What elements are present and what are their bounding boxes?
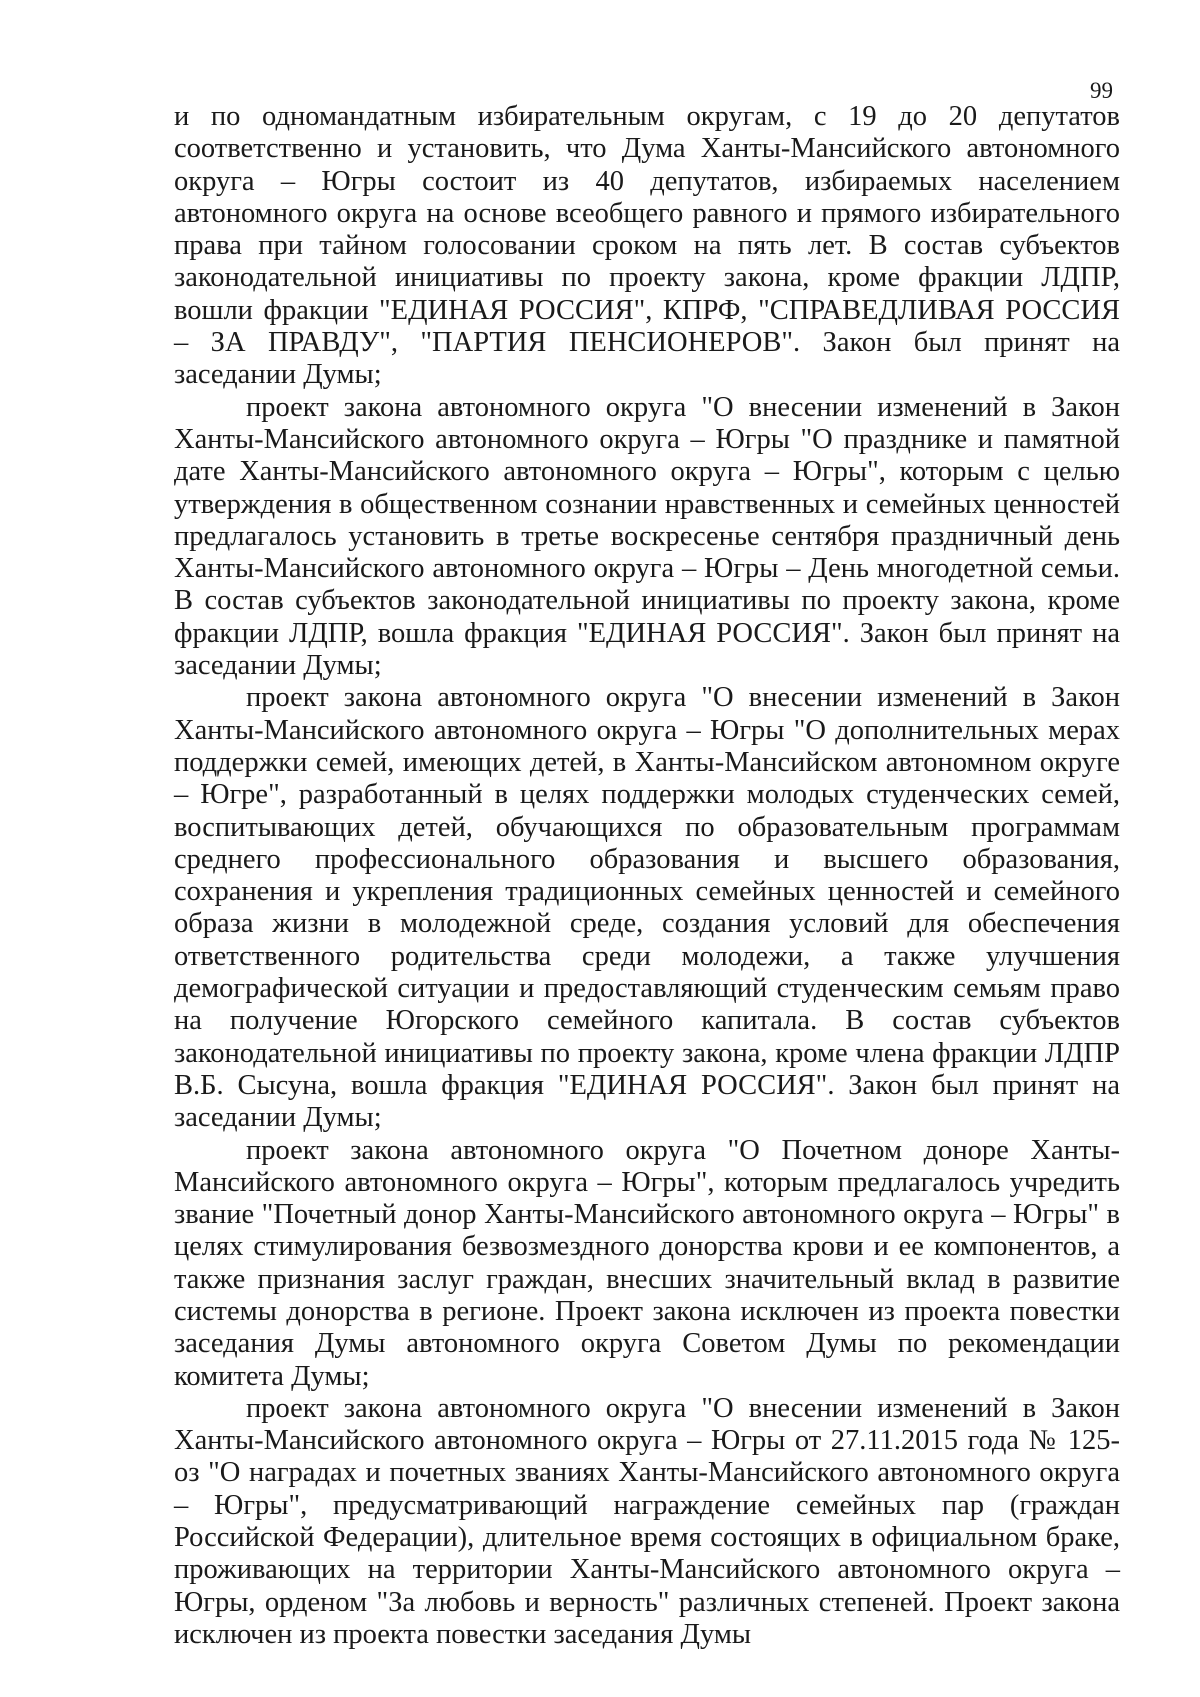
paragraph-continuation: и по одномандатным избирательным округам, с 19 до 20 депутатов соответственно и установить, что Дума Ханты-Мансийского автономного округа – Югры состоит из 40 депутатов, избираемых населением автономного округа на основе всеобщего равного и прямого избирательного права при тайном голосовании сроком на пять лет. В состав субъектов законодательной инициативы по проекту закона, кроме фракции ЛДПР, вошли фракции "ЕДИНАЯ РОССИЯ", КПРФ, "СПРАВЕДЛИВАЯ РОССИЯ – ЗА ПРАВДУ", "ПАРТИЯ ПЕНСИОНЕРОВ". Закон был принят на заседании Думы; (174, 101, 1120, 391)
paragraph-family-support-law: проект закона автономного округа "О внесении изменений в Закон Ханты-Мансийского автономного округа – Югры "О дополнительных мерах поддержки семей, имеющих детей, в Ханты-Мансийском автономном округе – Югре", разработанный в целях поддержки молодых студенческих семей, воспитывающих детей, обучающихся по образовательным программам среднего профессионального образования и высшего образования, сохранения и укрепления традиционных семейных ценностей и семейного образа жизни в молодежной среде, создания условий для обеспечения ответственного родительства среди молодежи, а также улучшения демографической ситуации и предоставляющий студенческим семьям право на получение Югорского семейного капитала. В состав субъектов законодательной инициативы по проекту закона, кроме члена фракции ЛДПР В.Б. Сысуна, вошла фракция "ЕДИНАЯ РОССИЯ". Закон был принят на заседании Думы; (174, 682, 1120, 1134)
paragraph-awards-law: проект закона автономного округа "О внесении изменений в Закон Ханты-Мансийского автономного округа – Югры от 27.11.2015 года № 125-оз "О наградах и почетных званиях Ханты-Мансийского автономного округа – Югры", предусматривающий награждение семейных пар (граждан Российской Федерации), длительное время состоящих в официальном браке, проживающих на территории Ханты-Мансийского автономного округа – Югры, орденом "За любовь и верность" различных степеней. Проект закона исключен из проекта повестки заседания Думы (174, 1392, 1120, 1650)
document-body (174, 101, 1120, 1651)
paragraph-honorary-donor-law: проект закона автономного округа "О Почетном доноре Ханты-Мансийского автономного округа – Югры", которым предлагалось учредить звание "Почетный донор Ханты-Мансийского автономного округа – Югры" в целях стимулирования безвозмездного донорства крови и ее компонентов, а также признания заслуг граждан, внесших значительный вклад в развитие системы донорства в регионе. Проект закона исключен из проекта повестки заседания Думы автономного округа Советом Думы по рекомендации комитета Думы; (174, 1134, 1120, 1392)
page-number: 99 (1090, 78, 1113, 103)
paragraph-holiday-law: проект закона автономного округа "О внесении изменений в Закон Ханты-Мансийского автономного округа – Югры "О празднике и памятной дате Ханты-Мансийского автономного округа – Югры", которым с целью утверждения в общественном сознании нравственных и семейных ценностей предлагалось установить в третье воскресенье сентября праздничный день Ханты-Мансийского автономного округа – Югры – День многодетной семьи. В состав субъектов законодательной инициативы по проекту закона, кроме фракции ЛДПР, вошла фракция "ЕДИНАЯ РОССИЯ". Закон был принят на заседании Думы; (174, 391, 1120, 682)
